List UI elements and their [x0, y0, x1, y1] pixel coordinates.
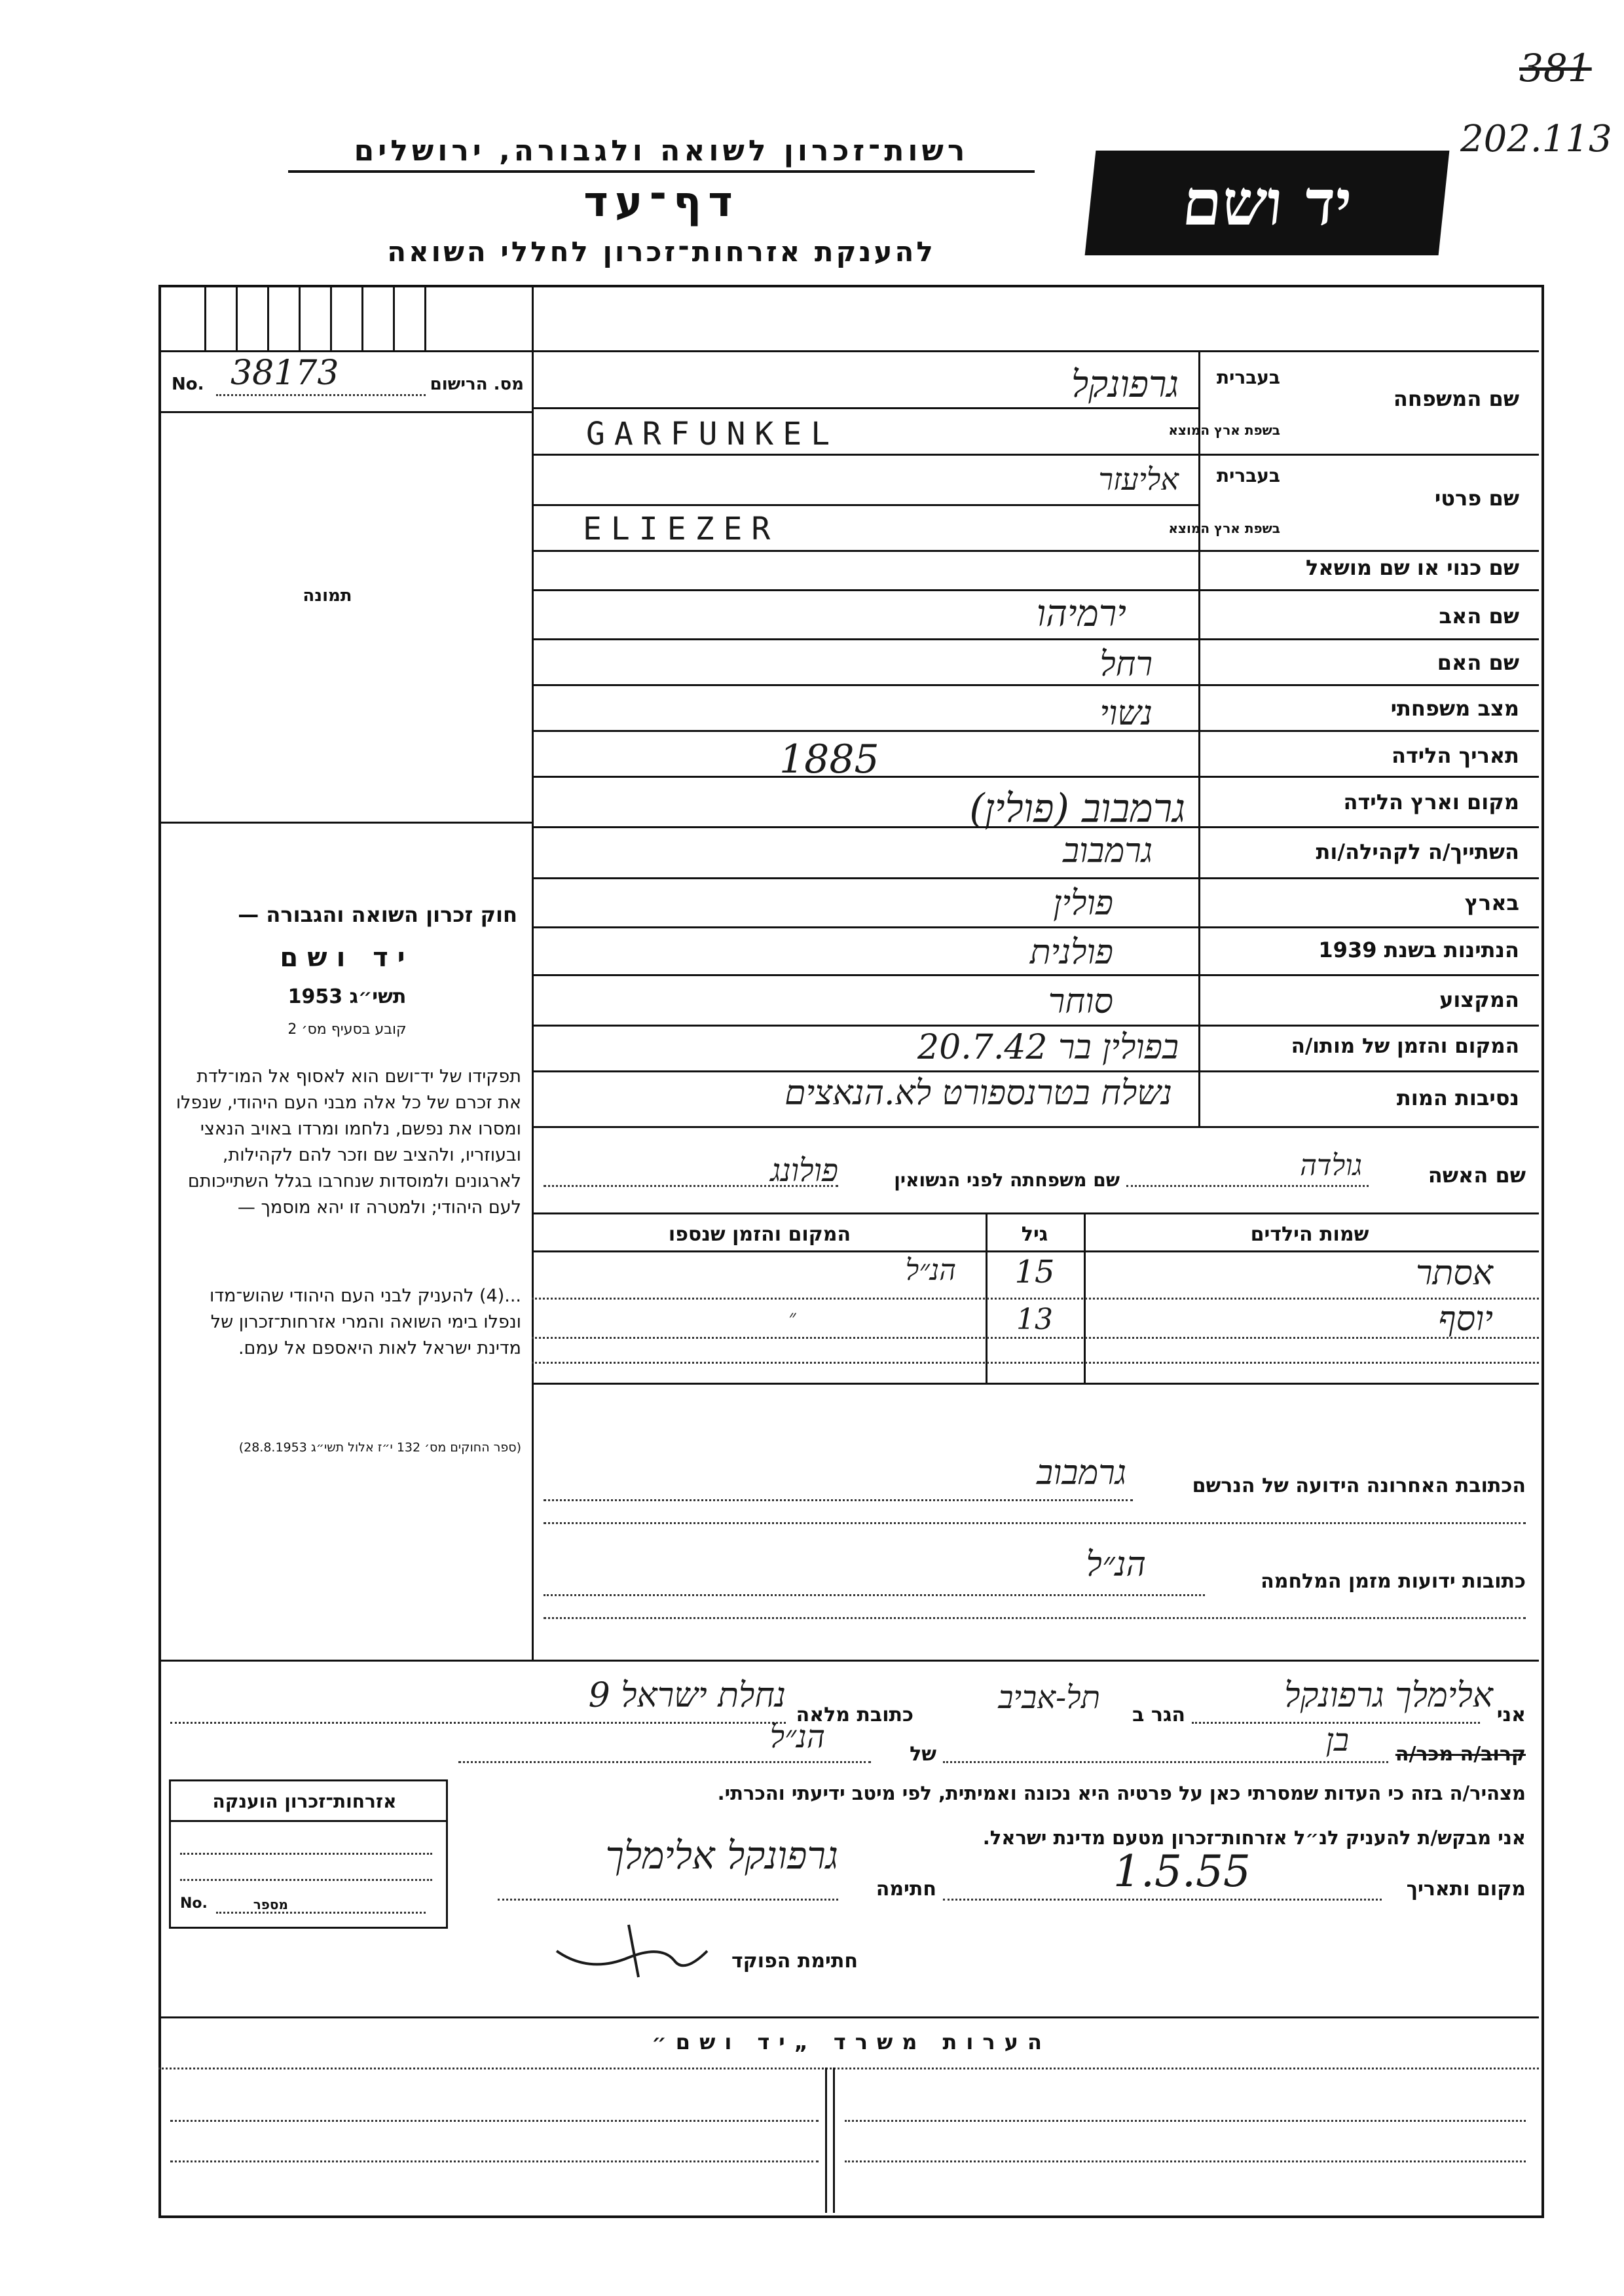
wife-maiden-value: פולונג — [770, 1152, 838, 1189]
mother-value: רחל — [1099, 645, 1153, 684]
official-signature-label: חתימת הפוקד — [731, 1950, 858, 1973]
child-2-name: יוסף — [1438, 1300, 1493, 1339]
family-name-origin-label: בשפת ארץ המוצא — [1168, 422, 1280, 438]
child-2-age: 13 — [1016, 1303, 1053, 1336]
place-date-value: 1.5.55 — [1113, 1846, 1251, 1897]
doc-subtitle: להענקת אזרחות־זכרון לחללי השואה — [387, 236, 936, 268]
doc-title: דף־עד — [583, 178, 739, 227]
archive-number: 202.113 — [1460, 118, 1612, 160]
first-name-latin-value: ELIEZER — [583, 511, 780, 547]
death-circumstances-value: נשלח בטרנספורט לא.הנאצים — [784, 1074, 1172, 1113]
photo-placeholder: תמונה — [303, 586, 352, 606]
death-circumstances-label: נסיבות המות — [1396, 1085, 1519, 1110]
place-date-label: מקום ותאריך — [1406, 1878, 1526, 1901]
marital-value: נשוי — [1099, 694, 1153, 733]
citizenship-label: הנתינות בשנת 1939 — [1318, 938, 1519, 962]
law-text-1: תפקידו של יד־ושם הוא לאסוף אל המו־לדת את זכרם של כל אלה מבני העם היהודי, שנפלו ומסרו את נפשם, נלחמו ומרדו באויב הנאצי ובעוזריו, ולהציב שם וזכר להם לקהילות, לארגונים ולמוסדות שנחרבו בגלל השתייכותם לעם היהודי; ולמטרה זו יהא מוסמך — — [175, 1066, 521, 1218]
declarant-relation-label: קרוב/ה מכר/ה — [1395, 1743, 1526, 1766]
family-name-hebrew-value: גרפונקל — [1071, 363, 1179, 406]
first-name-origin-label: בשפת ארץ המוצא — [1168, 520, 1280, 536]
declarant-of-label: של — [910, 1743, 936, 1766]
birth-place-label: מקום וארץ הלידה — [1343, 790, 1519, 814]
birth-place-value: גרמבוב (פולין) — [969, 786, 1185, 831]
declarant-relation-value: בן — [1325, 1722, 1349, 1758]
yad-vashem-logo: יד ושם — [1085, 151, 1450, 255]
occupation-value: סוחר — [1048, 982, 1113, 1021]
registration-number: 38173 — [231, 354, 339, 393]
community-value: גרמבוב — [1063, 831, 1153, 871]
request-text: אני מבקש/ת להעניק לנ״ל אזרחות־זכרון מטעם מדינת ישראל. — [982, 1827, 1526, 1849]
law-clause: קובע בסעיף מס׳ 2 — [287, 1021, 407, 1038]
birth-date-label: תאריך הלידה — [1391, 743, 1519, 768]
child-2-place: ״ — [788, 1306, 796, 1329]
marital-label: מצב משפחתי — [1390, 696, 1519, 721]
children-names-header: שמות הילדים — [1250, 1223, 1369, 1246]
citizenship-no-label: No. — [180, 1895, 208, 1912]
declarant-of-value: הנ״ל — [769, 1719, 825, 1755]
death-place-value: בפולין בר 20.7.42 — [917, 1028, 1179, 1067]
family-name-hebrew-label: בעברית — [1216, 367, 1280, 388]
registration-label: מס. הרישום — [430, 374, 524, 394]
declarant-street-value: נחלת ישראל 9 — [588, 1676, 786, 1715]
declaration-text: מצהיר/ה בזה כי העדות שמסרתי כאן על פרטיה היא נכונה ואמיתית, לפי מיטב ידיעתי והכרתי. — [717, 1782, 1526, 1804]
war-address-label: כתובות ידועות מזמן המלחמה — [1261, 1570, 1526, 1593]
father-value: ירמיהו — [1036, 592, 1126, 635]
children-age-header: גיל — [1021, 1223, 1048, 1246]
declarant-city-value: תל-אביב — [998, 1679, 1100, 1716]
citizenship-granted-title: אזרחות־זכרון הוענקה — [212, 1791, 397, 1812]
birth-date-value: 1885 — [779, 737, 879, 782]
declarant-i-label: אני — [1496, 1704, 1526, 1726]
community-label: השתייך/ה לקהילה/ות — [1316, 839, 1519, 864]
mother-label: שם האם — [1437, 650, 1519, 675]
official-signature — [550, 1912, 733, 1984]
declarant-full-address-label: כתובת מלאה — [796, 1704, 913, 1726]
nickname-label: שם כנוי או שם מושאל — [1305, 555, 1519, 580]
law-year: תשי״ג 1953 — [287, 985, 407, 1008]
declarant-name-value: אלימלך גרפונקל — [1284, 1676, 1493, 1715]
children-place-header: המקום והזמן שנספו — [668, 1223, 851, 1246]
war-address-value: הנ״ל — [1086, 1545, 1146, 1584]
first-name-label: שם פרטי — [1434, 486, 1519, 511]
wife-value: גולדה — [1300, 1149, 1362, 1182]
signature-value: גרפונקל אלימלך — [605, 1833, 838, 1878]
declarant-resides-label: הגר ב — [1132, 1704, 1185, 1726]
signature-label: חתימה — [876, 1878, 936, 1901]
registration-no-label: No. — [172, 374, 204, 394]
notes-title: הערות משרד „יד ושם״ — [652, 2030, 1051, 2054]
family-name-latin-value: GARFUNKEL — [586, 416, 840, 452]
law-source: (ספר החוקים מס׳ 132 י״ז אלול תשי״ג 28.8.1953) — [238, 1440, 521, 1455]
country-label: בארץ — [1464, 890, 1519, 915]
occupation-label: המקצוע — [1439, 987, 1519, 1012]
first-name-hebrew-value: אליעזר — [1098, 462, 1179, 497]
citizenship-value: פולנית — [1029, 933, 1113, 972]
first-name-hebrew-label: בעברית — [1216, 465, 1280, 486]
law-title: חוק זכרון השואה והגבורה — — [238, 902, 517, 927]
child-1-place: הנ״ל — [905, 1254, 956, 1287]
law-text-2: ...(4) להעניק לבני העם היהודי שהוש־מדו ונפלו בימי השואה והמרי אזרחות־זכרון של מדינת ישראל לאות היאספם אל עמם. — [210, 1286, 521, 1358]
death-place-label: המקום והזמן של מותו/ה — [1291, 1034, 1519, 1058]
child-1-name: אסתר — [1415, 1254, 1493, 1293]
wife-maiden-label: שם משפחתה לפני הנשואין — [894, 1169, 1120, 1191]
country-value: פולין — [1053, 884, 1113, 923]
child-1-age: 15 — [1014, 1254, 1055, 1290]
law-org: יד ושם — [280, 943, 415, 973]
citizenship-number-label: מספר — [253, 1897, 288, 1912]
authority-title: רשות־זכרון לשואה ולגבורה, ירושלים — [288, 134, 1035, 173]
last-address-value: גרמבוב — [1037, 1453, 1126, 1493]
family-name-label: שם המשפחה — [1393, 386, 1519, 411]
page-number: 381 — [1519, 46, 1592, 90]
father-label: שם האב — [1439, 604, 1519, 629]
wife-label: שם האשה — [1428, 1163, 1526, 1188]
last-address-label: הכתובת האחרונה הידועה של הנרשם — [1192, 1474, 1526, 1497]
